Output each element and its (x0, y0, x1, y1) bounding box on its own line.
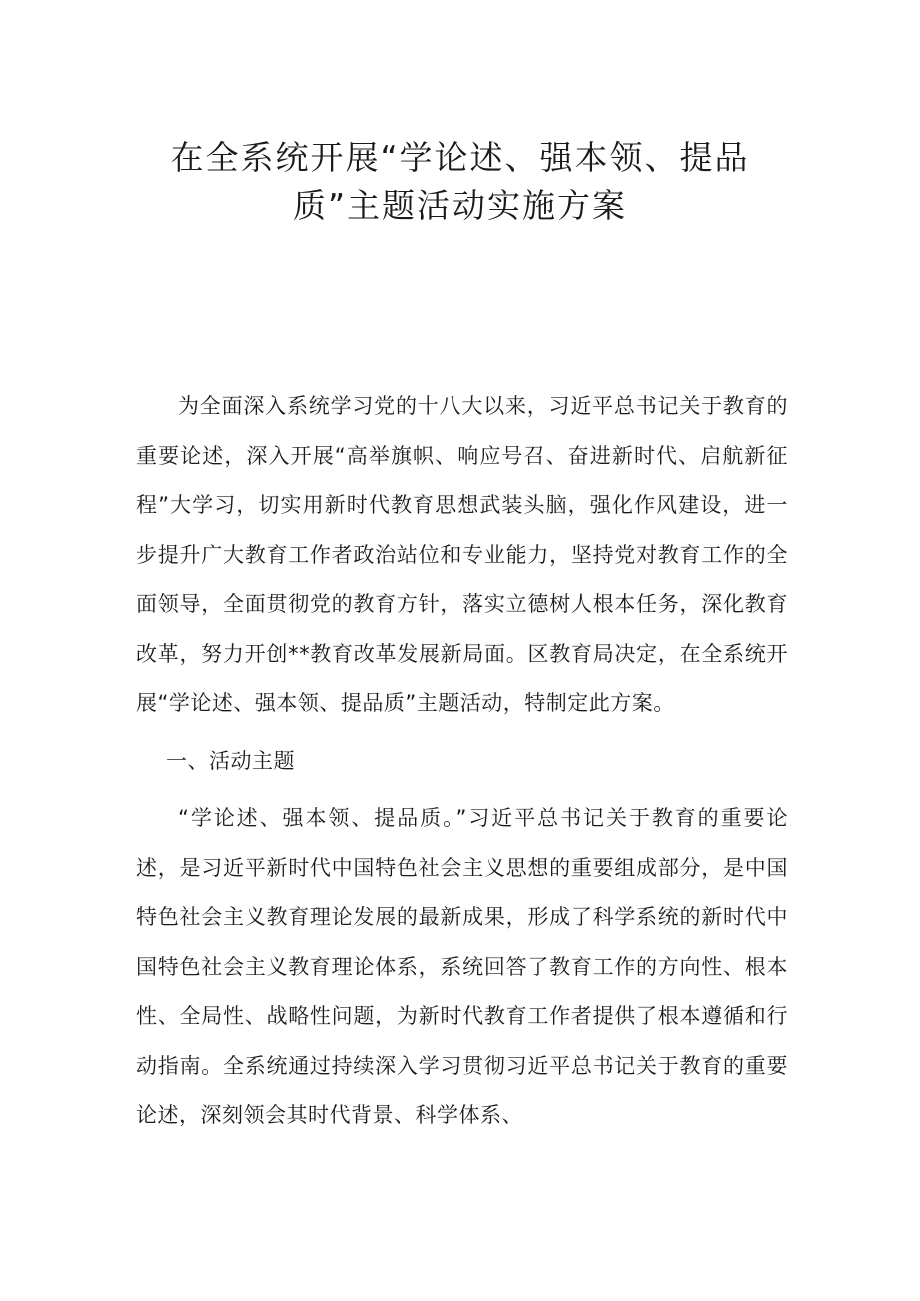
theme-paragraph: “学论述、强本领、提品质。”习近平总书记关于教育的重要论述，是习近平新时代中国特色社会主义思想的重要组成部分，是中国特色社会主义教育理论发展的最新成果，形成了科学系统的新时代中国特色社会主义教育理论体系，系统回答了教育工作的方向性、根本性、全局性、战略性问题，为新时代教育工作者提供了根本遵循和行动指南。全系统通过持续深入学习贯彻习近平总书记关于教育的重要论述，深刻领会其时代背景、科学体系、 (136, 806, 788, 1127)
intro-paragraph: 为全面深入系统学习党的十八大以来，习近平总书记关于教育的重要论述，深入开展“高举旗帜、响应号召、奋进新时代、启航新征程”大学习，切实用新时代教育思想武装头脑，强化作风建设，进一步提升广大教育工作者政治站位和专业能力，坚持党对教育工作的全面领导，全面贯彻党的教育方针，落实立德树人根本任务，深化教育改革，努力开创**教育改革发展新局面。区教育局决定，在全系统开展“学论述、强本领、提品质”主题活动，特制定此方案。 (136, 394, 788, 715)
document-body (136, 382, 788, 1141)
title-line-1: 在全系统开展“学论述、强本领、提品 (170, 138, 750, 177)
document-title (0, 134, 920, 230)
section-heading-theme: 一、活动主题 (166, 748, 295, 773)
title-line-2: 质”主题活动实施方案 (292, 186, 628, 225)
